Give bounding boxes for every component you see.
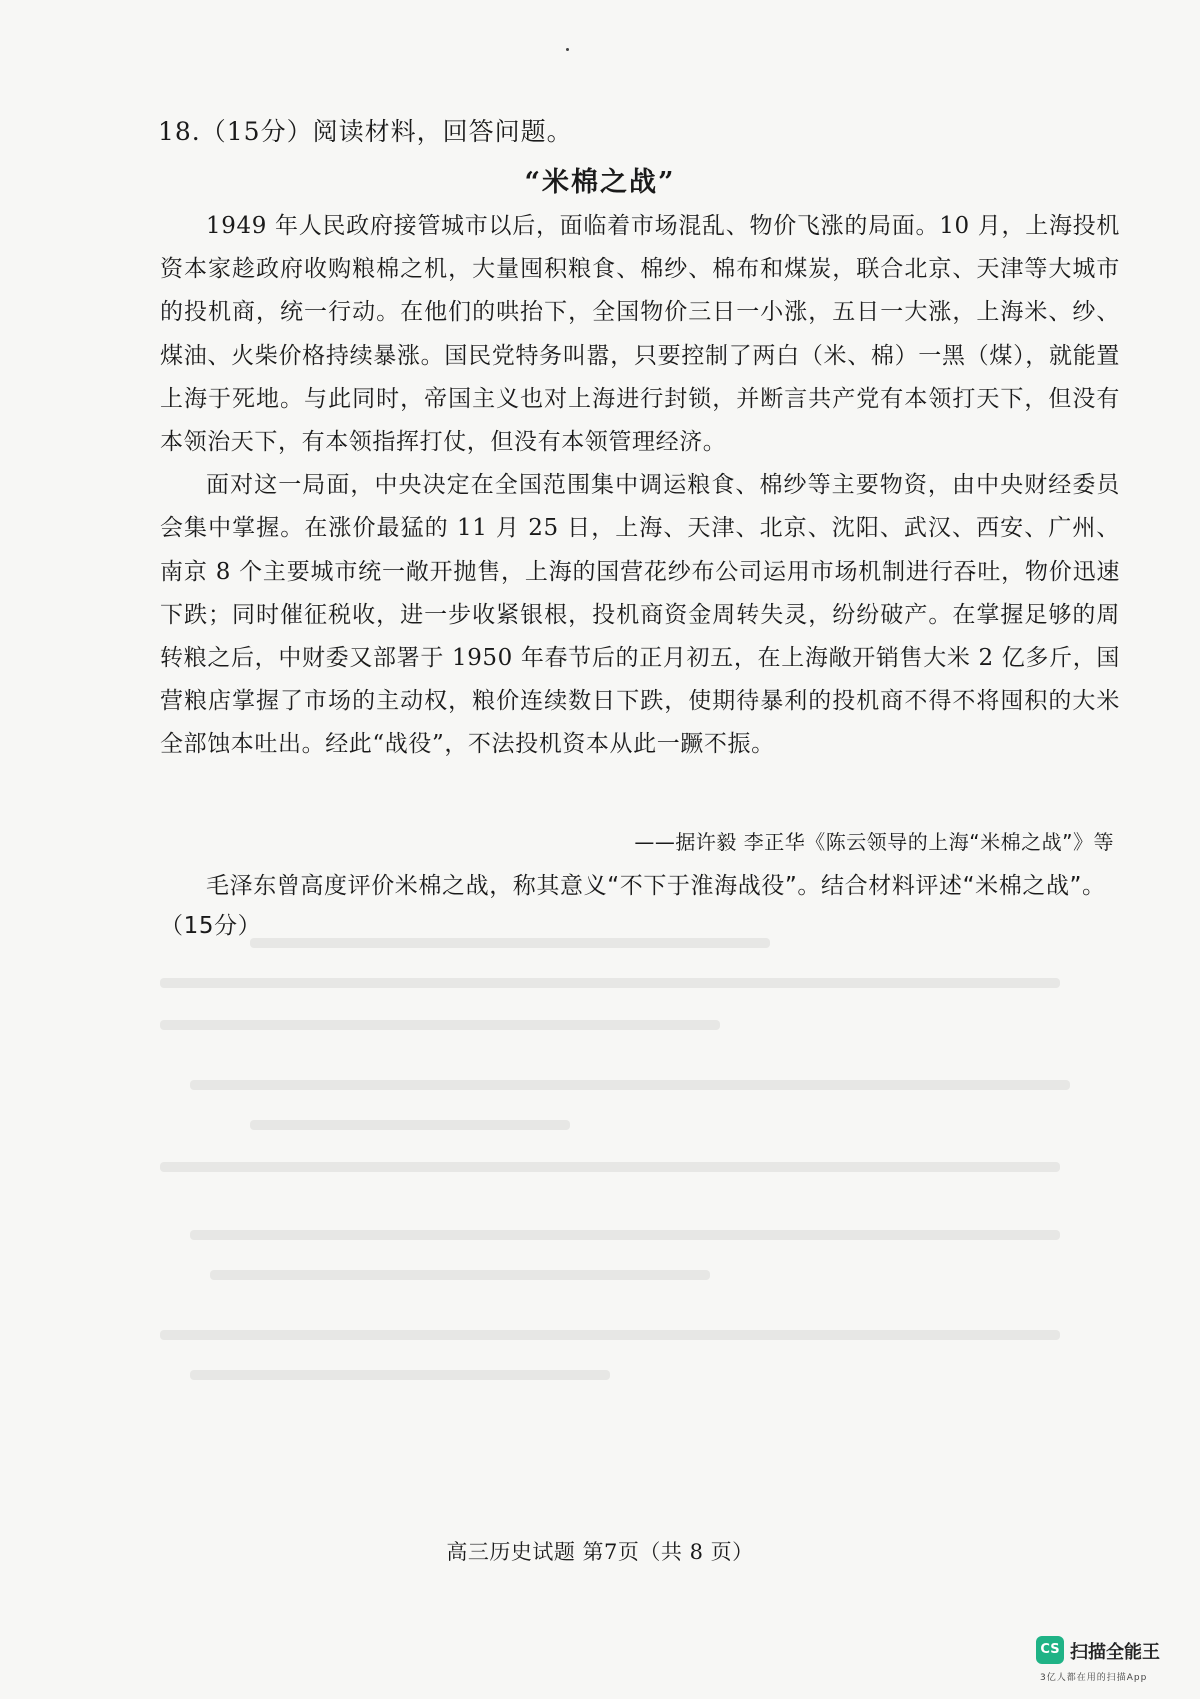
material-paragraph: 1949 年人民政府接管城市以后，面临着市场混乱、物价飞涨的局面。10 月，上海投机资本家趁政府收购粮棉之机，大量囤积粮食、棉纱、棉布和煤炭，联合北京、天津等大城市的投机商，统一行动。在他们的哄抬下，全国物价三日一小涨，五日一大涨，上海米、纱、煤油、火柴价格持续暴涨。国民党特务叫嚣，只要控制了两白（米、棉）一黑（煤），就能置上海于死地。与此同时，帝国主义也对上海进行封锁，并断言共产党有本领打天下，但没有本领治天下，有本领指挥打仗，但没有本领管理经济。 xyxy=(160,213,1120,456)
scanner-watermark xyxy=(1036,1636,1186,1692)
bleed-line xyxy=(160,1330,1060,1340)
scanner-logo-icon: CS xyxy=(1036,1636,1064,1664)
question-header: 18.（15分）阅读材料，回答问题。 xyxy=(158,117,573,146)
scanner-tagline: 3亿人都在用的扫描App xyxy=(1040,1673,1148,1683)
bleed-line xyxy=(250,938,770,948)
bleed-line xyxy=(160,1162,1060,1172)
bleed-line xyxy=(160,1020,720,1030)
question-prompt: 毛泽东曾高度评价米棉之战，称其意义“不下于淮海战役”。结合材料评述“米棉之战”。（15分） xyxy=(160,873,1106,939)
scan-speck xyxy=(566,48,569,51)
material-paragraph: 面对这一局面，中央决定在全国范围集中调运粮食、棉纱等主要物资，由中央财经委员会集中掌握。在涨价最猛的 11 月 25 日，上海、天津、北京、沈阳、武汉、西安、广州、南京 8 个主要城市统一敞开抛售，上海的国营花纱布公司运用市场机制进行吞吐，物价迅速下跌；同时催征税收，进一步收紧银根，投机商资金周转失灵，纷纷破产。在掌握足够的周转粮之后，中财委又部署于 1950 年春节后的正月初五，在上海敞开销售大米 2 亿多斤，国营粮店掌握了市场的主动权，粮价连续数日下跌，使期待暴利的投机商不得不将囤积的大米全部蚀本吐出。经此“战役”，不法投机资本从此一蹶不振。 xyxy=(160,472,1120,758)
bleed-line xyxy=(160,978,1060,988)
bleed-line xyxy=(190,1230,1060,1240)
back-page-bleed-through xyxy=(150,930,1110,1410)
material-title: “米棉之战” xyxy=(524,167,676,198)
material-body xyxy=(160,205,1120,767)
bleed-line xyxy=(250,1120,570,1130)
scanner-brand-name: 扫描全能王 xyxy=(1070,1642,1160,1663)
bleed-line xyxy=(190,1080,1070,1090)
bleed-line xyxy=(210,1270,710,1280)
material-source: ——据许毅 李正华《陈云领导的上海“米棉之战”》等 xyxy=(634,830,1114,854)
page-footer: 高三历史试题 第7页（共 8 页） xyxy=(446,1540,754,1564)
bleed-line xyxy=(190,1370,610,1380)
